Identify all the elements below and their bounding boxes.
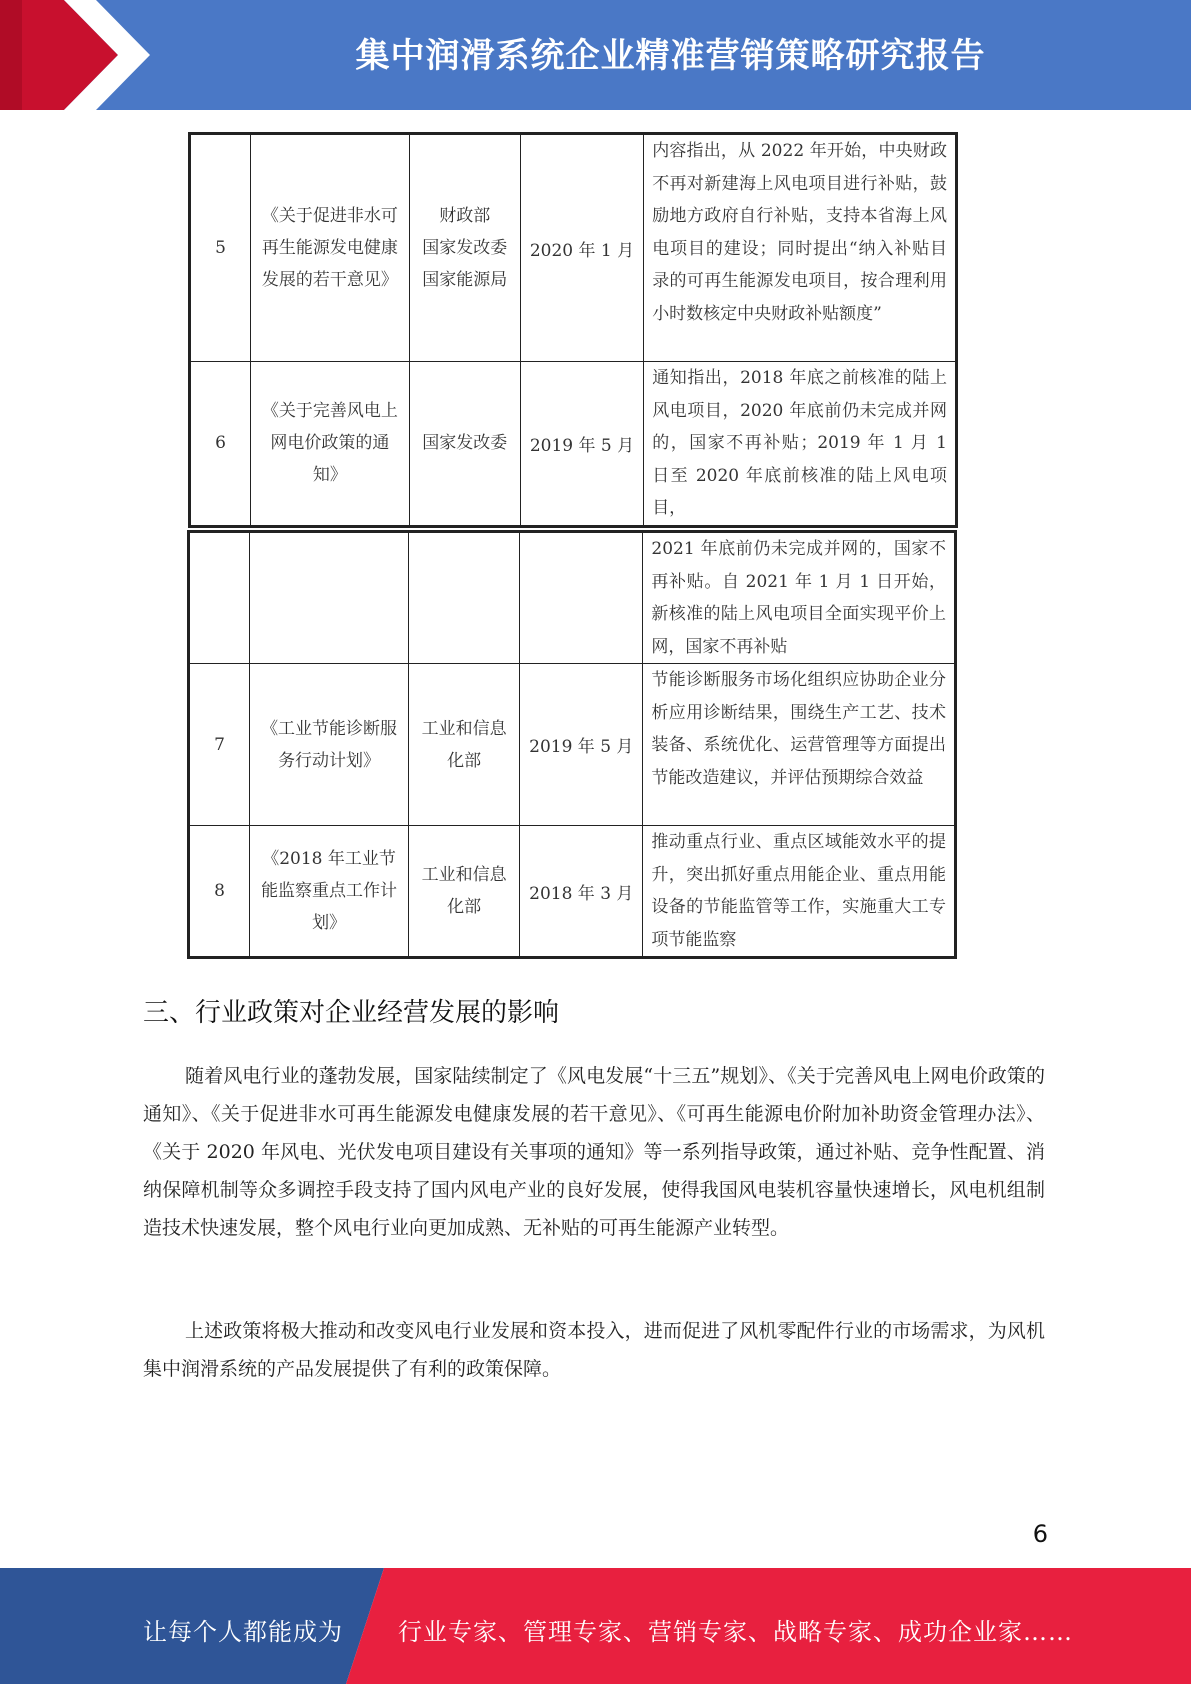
row-number (189, 532, 250, 664)
page-header (0, 0, 1191, 110)
policy-table-part-1 (188, 132, 958, 528)
footer-slogan-right: 行业专家、管理专家、营销专家、战略专家、成功企业家…… (398, 1618, 1073, 1646)
issuing-department: 财政部 国家发改委 国家能源局 (409, 134, 520, 362)
footer-slogan-left: 让每个人都能成为 (143, 1618, 343, 1646)
issue-date: 2019 年 5 月 (520, 664, 643, 826)
issue-date: 2018 年 3 月 (520, 826, 643, 958)
policy-name: 《工业节能诊断服务行动计划》 (249, 664, 408, 826)
issuing-department (409, 532, 520, 664)
red-chevron-decoration (0, 0, 160, 110)
policy-name: 《关于促进非水可再生能源发电健康发展的若干意见》 (251, 134, 410, 362)
table-row (189, 532, 956, 664)
issue-date: 2020 年 1 月 (520, 134, 643, 362)
row-number: 8 (189, 826, 250, 958)
policy-name: 《关于完善风电上网电价政策的通知》 (251, 362, 410, 527)
policy-content: 内容指出，从 2022 年开始，中央财政不再对新建海上风电项目进行补贴，鼓励地方政府自行补贴，支持本省海上风电项目的建设；同时提出“纳入补贴目录的可再生能源发电项目，按合理利用小时数核定中央财政补贴额度” (644, 134, 957, 362)
issue-date (520, 532, 643, 664)
report-title: 集中润滑系统企业精准营销策略研究报告 (355, 36, 986, 76)
policy-table-part-2 (187, 530, 957, 959)
policy-name: 《2018 年工业节能监察重点工作计划》 (249, 826, 408, 958)
policy-content: 节能诊断服务市场化组织应协助企业分析应用诊断结果，围绕生产工艺、技术装备、系统优化、运营管理等方面提出节能改造建议，并评估预期综合效益 (643, 664, 956, 826)
policy-name (249, 532, 408, 664)
table-row (189, 826, 956, 958)
issuing-department: 国家发改委 (409, 362, 520, 527)
section-heading: 三、行业政策对企业经营发展的影响 (143, 998, 560, 1028)
policy-content: 通知指出，2018 年底之前核准的陆上风电项目，2020 年底前仍未完成并网的，国家不再补贴；2019 年 1 月 1 日至 2020 年底前核准的陆上风电项目， (644, 362, 957, 527)
page-number: 6 (1032, 1520, 1048, 1548)
table-row (189, 664, 956, 826)
policy-content: 推动重点行业、重点区域能效水平的提升，突出抓好重点用能企业、重点用能设备的节能监管等工作，实施重大工专项节能监察 (643, 826, 956, 958)
policy-content: 2021 年底前仍未完成并网的，国家不再补贴。自 2021 年 1 月 1 日开始，新核准的陆上风电项目全面实现平价上网，国家不再补贴 (643, 532, 956, 664)
body-paragraph: 随着风电行业的蓬勃发展，国家陆续制定了《风电发展“十三五”规划》、《关于完善风电上网电价政策的通知》、《关于促进非水可再生能源发电健康发展的若干意见》、《可再生能源电价附加补助资金管理办法》、《关于 2020 年风电、光伏发电项目建设有关事项的通知》等一系列指导政策，通过补贴、竞争性配置、消纳保障机制等众多调控手段支持了国内风电产业的良好发展，使得我国风电装机容量快速增长，风电机组制造技术快速发展，整个风电行业向更加成熟、无补贴的可再生能源产业转型。 (143, 1065, 1045, 1239)
issue-date: 2019 年 5 月 (520, 362, 643, 527)
table-row (190, 362, 957, 527)
page-footer (0, 1568, 1191, 1684)
table-row (190, 134, 957, 362)
row-number: 5 (190, 134, 251, 362)
issuing-department: 工业和信息 化部 (409, 826, 520, 958)
body-paragraph: 上述政策将极大推动和改变风电行业发展和资本投入，进而促进了风机零配件行业的市场需求，为风机集中润滑系统的产品发展提供了有利的政策保障。 (143, 1320, 1045, 1380)
row-number: 6 (190, 362, 251, 527)
issuing-department: 工业和信息 化部 (409, 664, 520, 826)
row-number: 7 (189, 664, 250, 826)
